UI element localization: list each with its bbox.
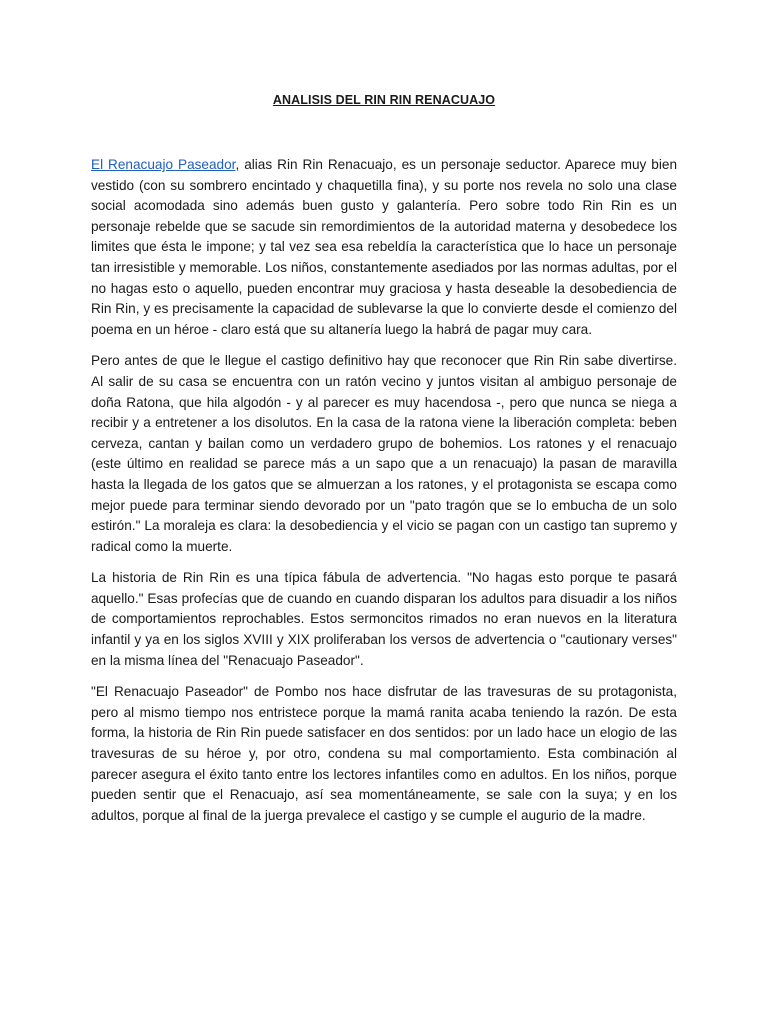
renacuajo-paseador-link[interactable]: El Renacuajo Paseador [91,157,236,172]
document-title: ANALISIS DEL RIN RIN RENACUAJO [272,93,496,107]
paragraph-2: Pero antes de que le llegue el castigo definitivo hay que reconocer que Rin Rin sabe divertirse. Al salir de su casa se encuentra con un ratón vecino y juntos visitan al ambiguo personaje de doña Ratona, que hila algodón - y al parecer es muy hacendosa -, pero que nunca se niega a recibir y a entretener a los disolutos. En la casa de la ratona viene la liberación completa: beben cerveza, cantan y bailan como un verdadero grupo de bohemios. Los ratones y el renacuajo (este último en realidad se parece más a un sapo que a un renacuajo) la pasan de maravilla hasta la llegada de los gatos que se almuerzan a los ratones, y el protagonista se escapa como mejor puede para terminar siendo devorado por un "pato tragón que se lo embucha de un solo estirón." La moraleja es clara: la desobediencia y el vicio se pagan con un castigo tan supremo y radical como la muerte. [91,353,677,554]
paragraph-4: "El Renacuajo Paseador" de Pombo nos hace disfrutar de las travesuras de su protagonista, pero al mismo tiempo nos entristece porque la mamá ranita acaba teniendo la razón. De esta forma, la historia de Rin Rin puede satisfacer en dos sentidos: por un lado hace un elogio de las travesuras de su héroe y, por otro, condena su mal comportamiento. Esta combinación al parecer asegura el éxito tanto entre los lectores infantiles como en adultos. En los niños, porque pueden sentir que el Renacuajo, así sea momentáneamente, se sale con la suya; y en los adultos, porque al final de la juerga prevalece el castigo y se cumple el augurio de la madre. [91,684,677,823]
paragraph-1-text: , alias Rin Rin Renacuajo, es un personaje seductor. Aparece muy bien vestido (con su sombrero encintado y chaquetilla fina), y su porte nos revela no solo una clase social acomodada sino además buen gusto y galantería. Pero sobre todo Rin Rin es un personaje rebelde que se sacude sin remordimientos de la autoridad materna y desobedece los limites que ésta le impone; y tal vez sea esa rebeldía la característica que lo hace un personaje tan irresistible y memorable. Los niños, constantemente asediados por las normas adultas, por el no hagas esto o aquello, pueden encontrar muy graciosa y hasta deseable la desobediencia de Rin Rin, y es precisamente la capacidad de sublevarse la que lo convierte desde el comienzo del poema en un héroe - claro está que su altanería luego la habrá de pagar muy cara. [91,157,677,337]
paragraph-1 [91,155,677,340]
paragraph-3: La historia de Rin Rin es una típica fábula de advertencia. "No hagas esto porque te pasará aquello." Esas profecías que de cuando en cuando disparan los adultos para disuadir a los niños de comportamientos reprochables. Estos sermoncitos rimados no eran nuevos en la literatura infantil y ya en los siglos XVIII y XIX proliferaban los versos de advertencia o "cautionary verses" en la misma línea del "Renacuajo Paseador". [91,570,677,668]
document-body [91,155,677,837]
